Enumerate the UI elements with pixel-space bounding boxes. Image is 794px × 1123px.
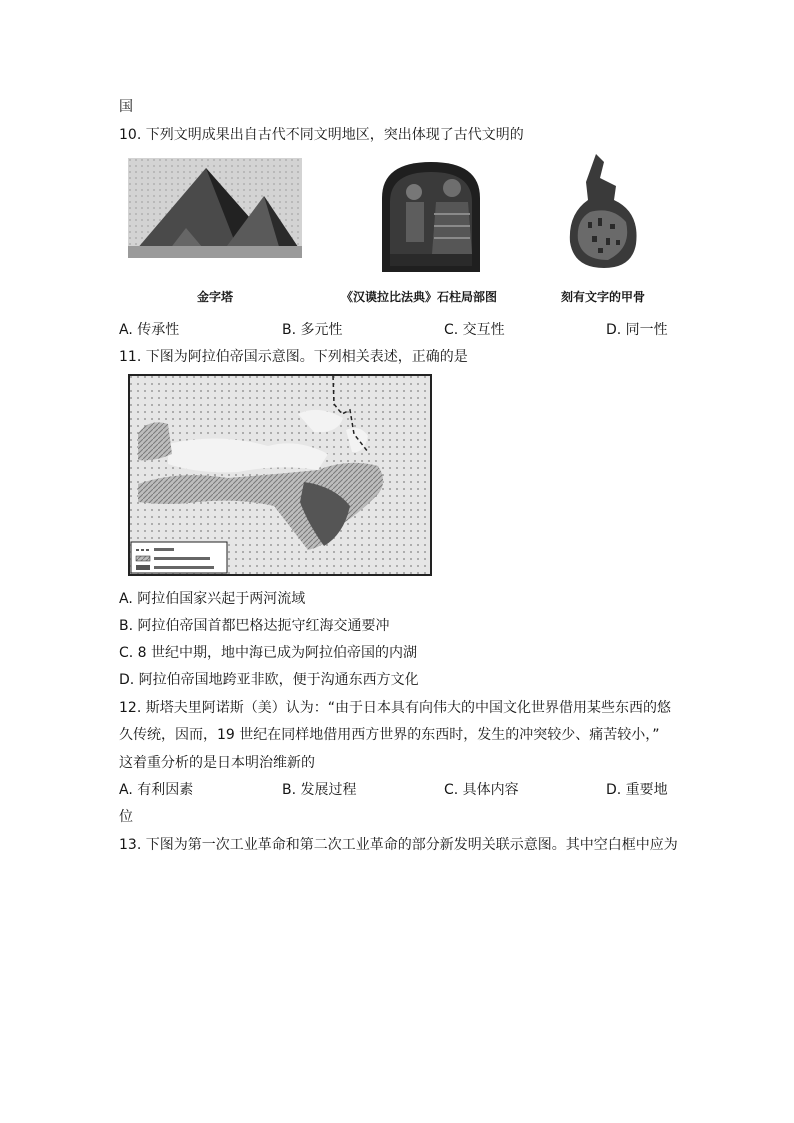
q11-option-b[interactable]: B. 阿拉伯帝国首都巴格达扼守红海交通要冲 [119,618,390,634]
q12-option-a[interactable]: A. 有利因素 [119,782,194,798]
q11-stem: 11. 下图为阿拉伯帝国示意图。下列相关表述，正确的是 [119,349,468,365]
q10-option-a[interactable]: A. 传承性 [119,322,180,338]
q12-option-d-wrap: 位 [119,809,133,825]
oracle-bone-photo [566,152,642,270]
previous-question-fragment: 国 [119,99,133,115]
q10-stem: 10. 下列文明成果出自古代不同文明地区，突出体现了古代文明的 [119,127,524,143]
q12-stem-line2: 久传统，因而，19 世纪在同样地借用西方世界的东西时，发生的冲突较少、痛苦较小，” [119,727,660,743]
pyramid-photo [128,158,302,258]
q10-option-b[interactable]: B. 多元性 [282,322,343,338]
caption-pyramid: 金字塔 [197,290,234,304]
q12-option-c[interactable]: C. 具体内容 [444,782,519,798]
arab-empire-map [128,374,432,576]
q12-stem-line1: 12. 斯塔夫里阿诺斯（美）认为：“由于日本具有向伟大的中国文化世界借用某些东西的悠 [119,700,671,716]
q10-option-d[interactable]: D. 同一性 [606,322,668,338]
caption-hammurabi-stele: 《汉谟拉比法典》石柱局部图 [341,290,498,304]
q12-option-d[interactable]: D. 重要地 [606,782,668,798]
q12-stem-line3: 这着重分析的是日本明治维新的 [119,755,315,771]
q11-option-a[interactable]: A. 阿拉伯国家兴起于两河流域 [119,591,306,607]
caption-oracle-bone: 刻有文字的甲骨 [561,290,646,304]
q11-option-c[interactable]: C. 8 世纪中期，地中海已成为阿拉伯帝国的内湖 [119,645,418,661]
q10-option-c[interactable]: C. 交互性 [444,322,505,338]
q11-option-d[interactable]: D. 阿拉伯帝国地跨亚非欧，便于沟通东西方文化 [119,672,419,688]
q12-option-b[interactable]: B. 发展过程 [282,782,357,798]
q13-stem: 13. 下图为第一次工业革命和第二次工业革命的部分新发明关联示意图。其中空白框中应为 [119,837,678,853]
hammurabi-stele-photo [376,158,486,272]
